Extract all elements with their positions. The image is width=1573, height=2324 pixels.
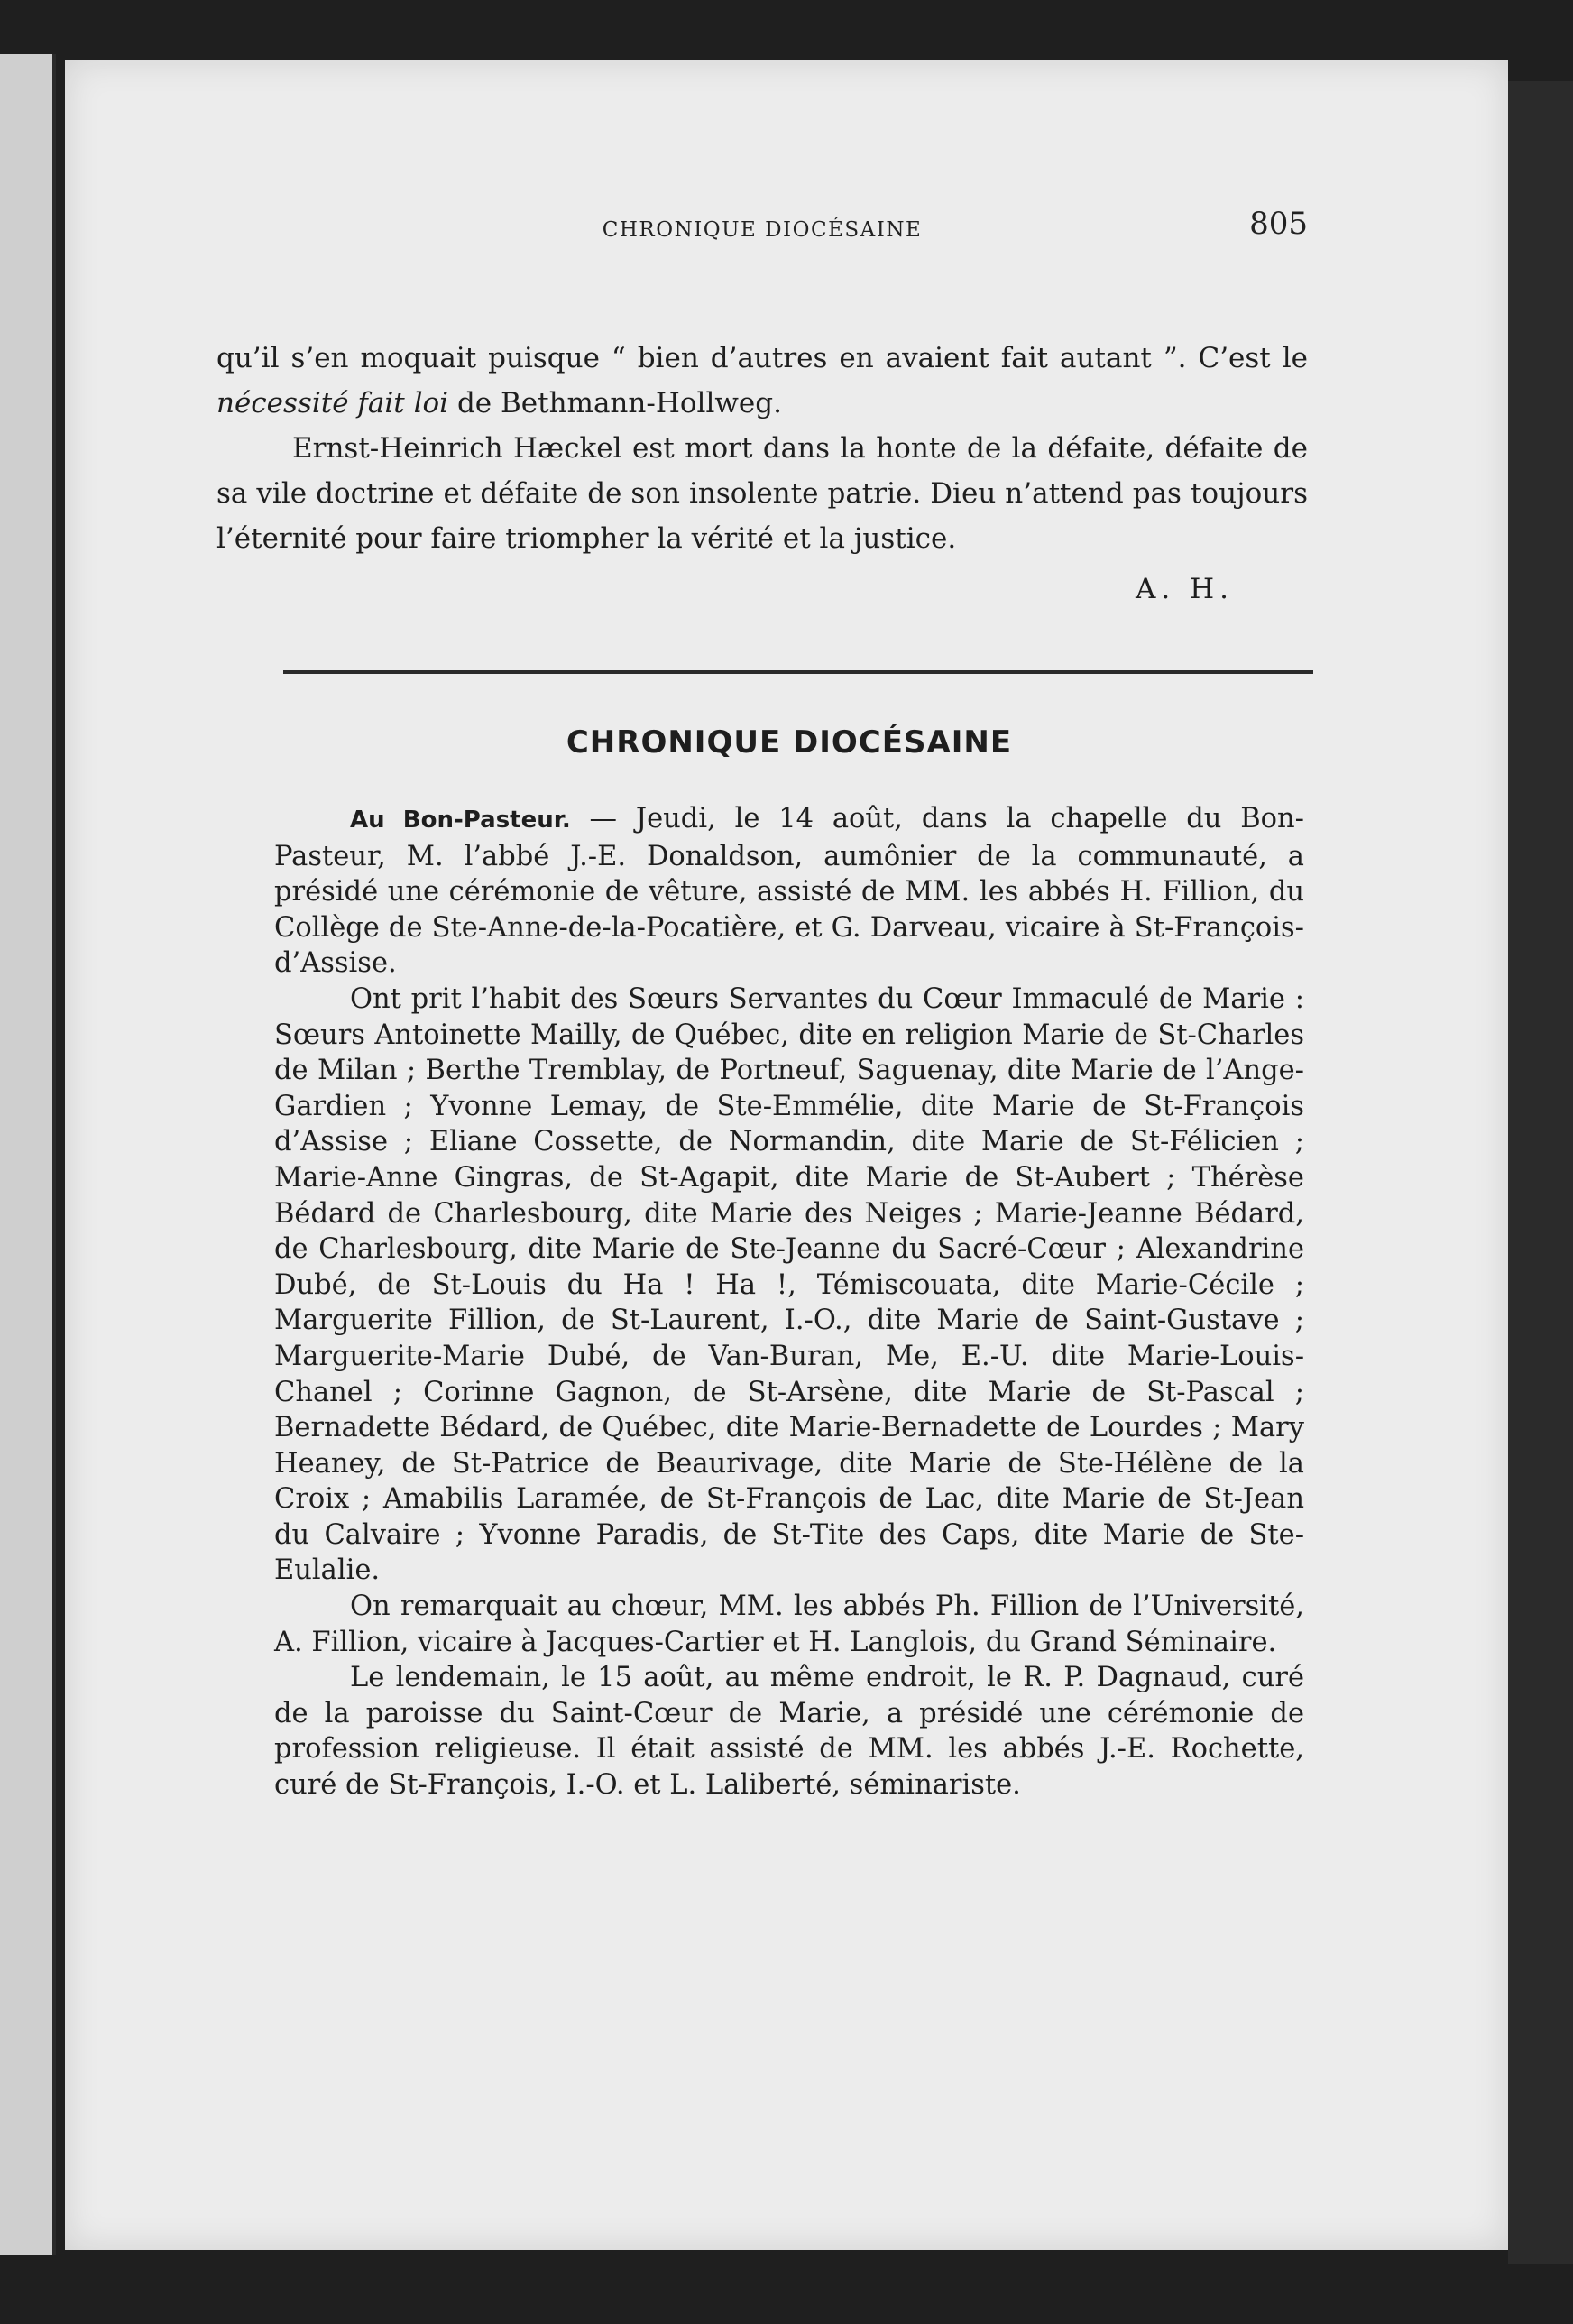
paragraph-text: de Bethmann-Hollweg. — [456, 387, 782, 420]
section-divider — [283, 670, 1313, 674]
paragraph: On remarquait au chœur, MM. les abbés Ph. Fillion de l’Université, A. Fillion, vicaire à Jacques-Cartier et H. Langlois, du Grand Séminaire. — [274, 1591, 1304, 1658]
paragraph-lead: Au Bon-Pasteur. — [350, 807, 571, 834]
italic-phrase: nécessité fait loi — [216, 387, 449, 420]
paragraph-text: — Jeudi, le 14 août, dans la chapelle du Bon-Pasteur, M. l’abbé J.-E. Donaldson, aumônier de la communauté, a présidé une cérémonie de vêture, assisté de MM. les abbés H. Fillion, du Collège de Ste-Anne-de-la-Pocatière, et G. Darveau, vicaire à St-François-d’Assise. — [274, 803, 1304, 980]
paragraph: Ernst-Heinrich Hæckel est mort dans la honte de la défaite, défaite de sa vile doctrine et défaite de son insolente patrie. Dieu n’attend pas toujours l’éternité pour faire triompher la vérité et la justice. — [216, 432, 1308, 555]
paragraph — [274, 801, 1304, 982]
page-header — [216, 200, 1308, 254]
previous-article-end — [216, 336, 1308, 612]
section-body — [274, 801, 1304, 1803]
paragraph — [216, 336, 1308, 426]
section-title: CHRONIQUE DIOCÉSAINE — [566, 724, 1013, 761]
author-signature: A. H. — [1136, 573, 1234, 605]
paragraph: Le lendemain, le 15 août, au même endroit, le R. P. Dagnaud, curé de la paroisse du Saint-Cœur de Marie, a présidé une cérémonie de profession religieuse. Il était assisté de MM. les abbés J.-E. Rochette, curé de St-François, I.-O. et L. Laliberté, séminariste. — [274, 1662, 1304, 1802]
paragraph-text: qu’il s’en moquait puisque “ bien d’autres en avaient fait autant ”. C’est le — [216, 342, 1308, 374]
book-binding-edge — [1508, 81, 1573, 2264]
page-number: 805 — [1249, 206, 1308, 242]
paragraph: Ont prit l’habit des Sœurs Servantes du Cœur Immaculé de Marie : Sœurs Antoinette Mailly, de Québec, dite en religion Marie de St-Charles de Milan ; Berthe Tremblay, de Portneuf, Saguenay, dite Marie de l’Ange-Gardien ; Yvonne Lemay, de Ste-Emmélie, dite Marie de St-François d’Assise ; Eliane Cossette, de Normandin, dite Marie de St-Félicien ; Marie-Anne Gingras, de St-Agapit, dite Marie de St-Aubert ; Thérèse Bédard de Charlesbourg, dite Marie des Neiges ; Marie-Jeanne Bédard, de Charlesbourg, dite Marie de Ste-Jeanne du Sacré-Cœur ; Alexandrine Dubé, de St-Louis du Ha ! Ha !, Témiscouata, dite Marie-Cécile ; Marguerite Fillion, de St-Laurent, I.-O., dite Marie de Saint-Gustave ; Marguerite-Marie Dubé, de Van-Buran, Me, E.-U. dite Marie-Louis-Chanel ; Corinne Gagnon, de St-Arsène, dite Marie de St-Pascal ; Bernadette Bédard, de Québec, dite Marie-Bernadette de Lourdes ; Mary Heaney, de St-Patrice de Beaurivage, dite Marie de Ste-Hélène de la Croix ; Amabilis Laramée, de St-François de Lac, dite Marie de St-Jean du Calvaire ; Yvonne Paradis, de St-Tite des Caps, dite Marie de Ste-Eulalie. — [274, 982, 1304, 1587]
adjacent-page-edge — [0, 54, 56, 2255]
running-head: CHRONIQUE DIOCÉSAINE — [602, 218, 923, 242]
